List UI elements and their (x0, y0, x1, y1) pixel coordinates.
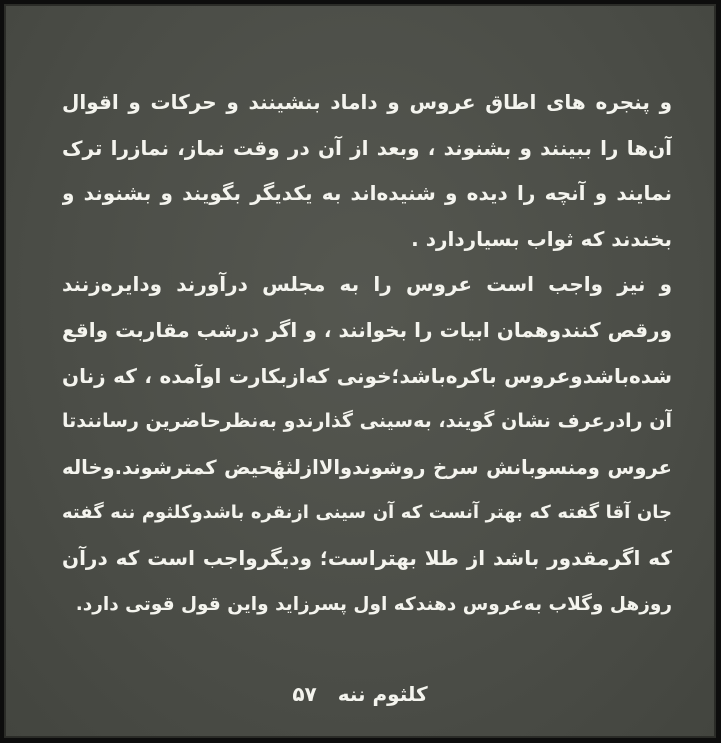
text-line-7: شده‌باشدوعروس باکره‌باشد؛خونی که‌ازبکارت اوآمده ، که زنان (62, 363, 672, 388)
text-line-2: آن‌ها را ببینند و بشنوند ، وبعد از آن در وقت نماز، نمازرا ترک (62, 135, 672, 160)
text-line-1: و پنجره های اطاق عروس و داماد بنشینند و حرکات و اقوال (62, 90, 672, 114)
page-footer (6, 674, 714, 714)
book-page (4, 4, 716, 738)
text-line-8: آن رادرعرف نشان گویند، به‌سینی گذارندو به‌نظرحاضرین رسانندتا (62, 410, 672, 433)
text-line-3: نمایند و آنچه را دیده و شنیده‌اند به یکدیگر بگویند و بشنوند و (62, 181, 672, 206)
running-title: کلثوم ننه (337, 682, 428, 706)
text-line-6: ورقص کنندوهمان ابیات را بخوانند ، و اگر درشب مقاربت واقع (62, 317, 672, 342)
text-line-4: بخندند که ثواب بسیاردارد . (411, 226, 672, 251)
body-text (62, 80, 672, 627)
text-line-9: عروس ومنسوبانش سرخ روشوندوالاازلثهٔحیض کمترشوند.وخاله (62, 455, 672, 479)
text-line-12: روزهل وگلاب به‌عروس دهندکه اول پسرزاید واین قول قوتی دارد. (75, 593, 672, 615)
text-line-5: و نیز واجب است عروس را به مجلس درآورند ودایره‌زنند (62, 272, 672, 297)
text-line-10: جان آقا گفته که بهتر آنست که آن سینی ازنقره باشدوکلثوم ننه گفته (62, 502, 672, 524)
page-number: ۵۷ (292, 682, 317, 706)
text-line-11: که اگرمقدور باشد از طلا بهتراست؛ ودیگرواجب است که درآن (62, 545, 672, 570)
